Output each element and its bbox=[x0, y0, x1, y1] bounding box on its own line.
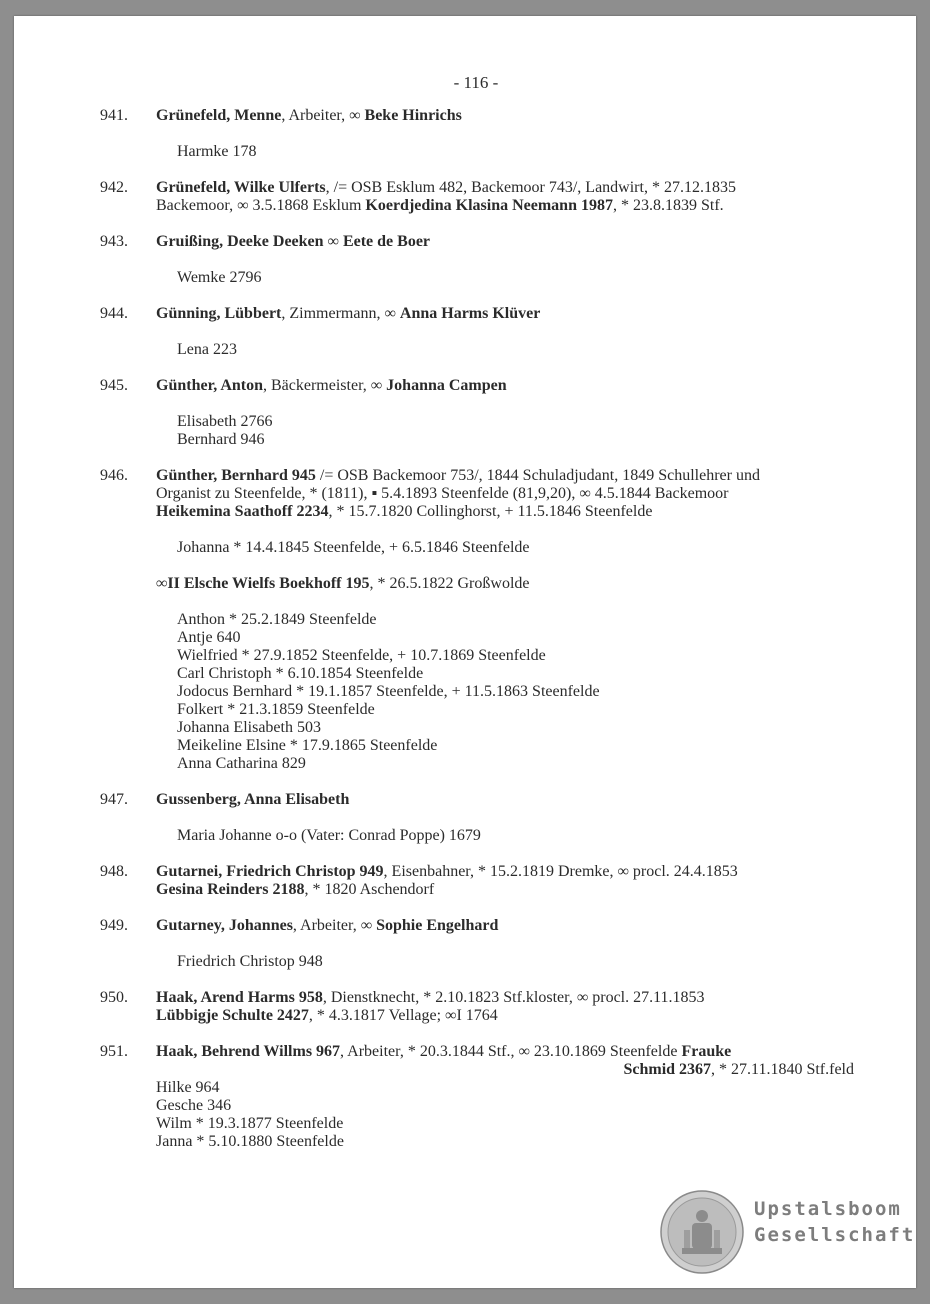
entry-945 bbox=[100, 377, 880, 395]
entry-number: 950. bbox=[100, 989, 128, 1006]
page-number: - 116 - bbox=[453, 73, 499, 92]
entry-heading: Grünefeld, Menne, Arbeiter, ∞ Beke Hinrichs bbox=[156, 107, 462, 124]
entry-949 bbox=[100, 917, 880, 935]
entry-944 bbox=[100, 305, 880, 323]
child-line: Carl Christoph * 6.10.1854 Steenfelde bbox=[177, 665, 424, 682]
entry-heading: Günther, Bernhard 945 /= OSB Backemoor 753/, 1844 Schuladjudant, 1849 Schullehrer und Organist zu Steenfelde, * (1811), ▪ 5.4.1893 Steenfelde (81,9,20), ∞ 4.5.1844 Backemoor Heikemina Saathoff 2234, * 15.7.1820 Collinghorst, + 11.5.1846 Steenfelde bbox=[156, 467, 760, 520]
entry-number: 948. bbox=[100, 863, 128, 880]
child-line: Maria Johanne o-o (Vater: Conrad Poppe) 1679 bbox=[177, 827, 481, 844]
entry-number: 943. bbox=[100, 233, 128, 250]
entry-number: 944. bbox=[100, 305, 128, 322]
entry-heading: Günning, Lübbert, Zimmermann, ∞ Anna Harms Klüver bbox=[156, 305, 541, 322]
entry-heading: Gutarney, Johannes, Arbeiter, ∞ Sophie Engelhard bbox=[156, 917, 499, 934]
child-line: Wemke 2796 bbox=[177, 269, 262, 286]
child-line: Bernhard 946 bbox=[177, 431, 265, 448]
child-line: Harmke 178 bbox=[177, 143, 257, 160]
entry-number: 941. bbox=[100, 107, 128, 124]
child-line: Gesche 346 bbox=[156, 1097, 232, 1114]
entry-heading: Gussenberg, Anna Elisabeth bbox=[156, 791, 350, 808]
child-line: Hilke 964 bbox=[156, 1079, 220, 1096]
entry-list bbox=[100, 107, 880, 1151]
child-line: Jodocus Bernhard * 19.1.1857 Steenfelde, + 11.5.1863 Steenfelde bbox=[177, 683, 600, 700]
entry-heading: Haak, Behrend Willms 967, Arbeiter, * 20.3.1844 Stf., ∞ 23.10.1869 Steenfelde Frauke bbox=[156, 1043, 732, 1060]
entry-950 bbox=[100, 989, 880, 1025]
entry-946 bbox=[100, 467, 880, 521]
entry-heading: Günther, Anton, Bäckermeister, ∞ Johanna Campen bbox=[156, 377, 507, 394]
child-line: Lena 223 bbox=[177, 341, 237, 358]
entry-number: 947. bbox=[100, 791, 128, 808]
child-line: Wielfried * 27.9.1852 Steenfelde, + 10.7.1869 Steenfelde bbox=[177, 647, 546, 664]
entry-number: 949. bbox=[100, 917, 128, 934]
entry-948 bbox=[100, 863, 880, 899]
entry-heading: Gutarnei, Friedrich Christop 949, Eisenbahner, * 15.2.1819 Dremke, ∞ procl. 24.4.1853 Gesina Reinders 2188, * 1820 Aschendorf bbox=[156, 863, 738, 898]
entry-951 bbox=[100, 1043, 880, 1079]
second-marriage: ∞II Elsche Wielfs Boekhoff 195, * 26.5.1822 Großwolde bbox=[156, 575, 530, 592]
seal-icon bbox=[660, 1190, 744, 1274]
child-line: Wilm * 19.3.1877 Steenfelde bbox=[156, 1115, 344, 1132]
child-line: Johanna Elisabeth 503 bbox=[177, 719, 321, 736]
entry-number: 942. bbox=[100, 179, 128, 196]
entry-heading-continued: Schmid 2367, * 27.11.1840 Stf.feld bbox=[623, 1061, 854, 1078]
child-line: Anna Catharina 829 bbox=[177, 755, 306, 772]
entry-number: 945. bbox=[100, 377, 128, 394]
entry-heading: Gruißing, Deeke Deeken ∞ Eete de Boer bbox=[156, 233, 431, 250]
child-line: Johanna * 14.4.1845 Steenfelde, + 6.5.1846 Steenfelde bbox=[177, 539, 530, 556]
child-line: Elisabeth 2766 bbox=[177, 413, 273, 430]
child-line: Anthon * 25.2.1849 Steenfelde bbox=[177, 611, 377, 628]
entry-number: 951. bbox=[100, 1043, 128, 1060]
child-line: Antje 640 bbox=[177, 629, 241, 646]
entry-947 bbox=[100, 791, 880, 809]
entry-number: 946. bbox=[100, 467, 128, 484]
child-line: Janna * 5.10.1880 Steenfelde bbox=[156, 1133, 344, 1150]
brand-name: Upstalsboom Gesellschaft bbox=[754, 1198, 916, 1246]
entry-942 bbox=[100, 179, 880, 215]
document-page bbox=[14, 16, 916, 1288]
entry-943 bbox=[100, 233, 880, 251]
child-line: Meikeline Elsine * 17.9.1865 Steenfelde bbox=[177, 737, 438, 754]
entry-941 bbox=[100, 107, 880, 125]
entry-heading: Grünefeld, Wilke Ulferts, /= OSB Esklum 482, Backemoor 743/, Landwirt, * 27.12.1835 Backemoor, ∞ 3.5.1868 Esklum Koerdjedina Klasina Neemann 1987, * 23.8.1839 Stf. bbox=[156, 179, 736, 214]
child-line: Folkert * 21.3.1859 Steenfelde bbox=[177, 701, 375, 718]
entry-heading: Haak, Arend Harms 958, Dienstknecht, * 2.10.1823 Stf.kloster, ∞ procl. 27.11.1853 Lübbigje Schulte 2427, * 4.3.1817 Vellage; ∞I 1764 bbox=[156, 989, 705, 1024]
child-line: Friedrich Christop 948 bbox=[177, 953, 323, 970]
society-logo bbox=[660, 1186, 916, 1276]
